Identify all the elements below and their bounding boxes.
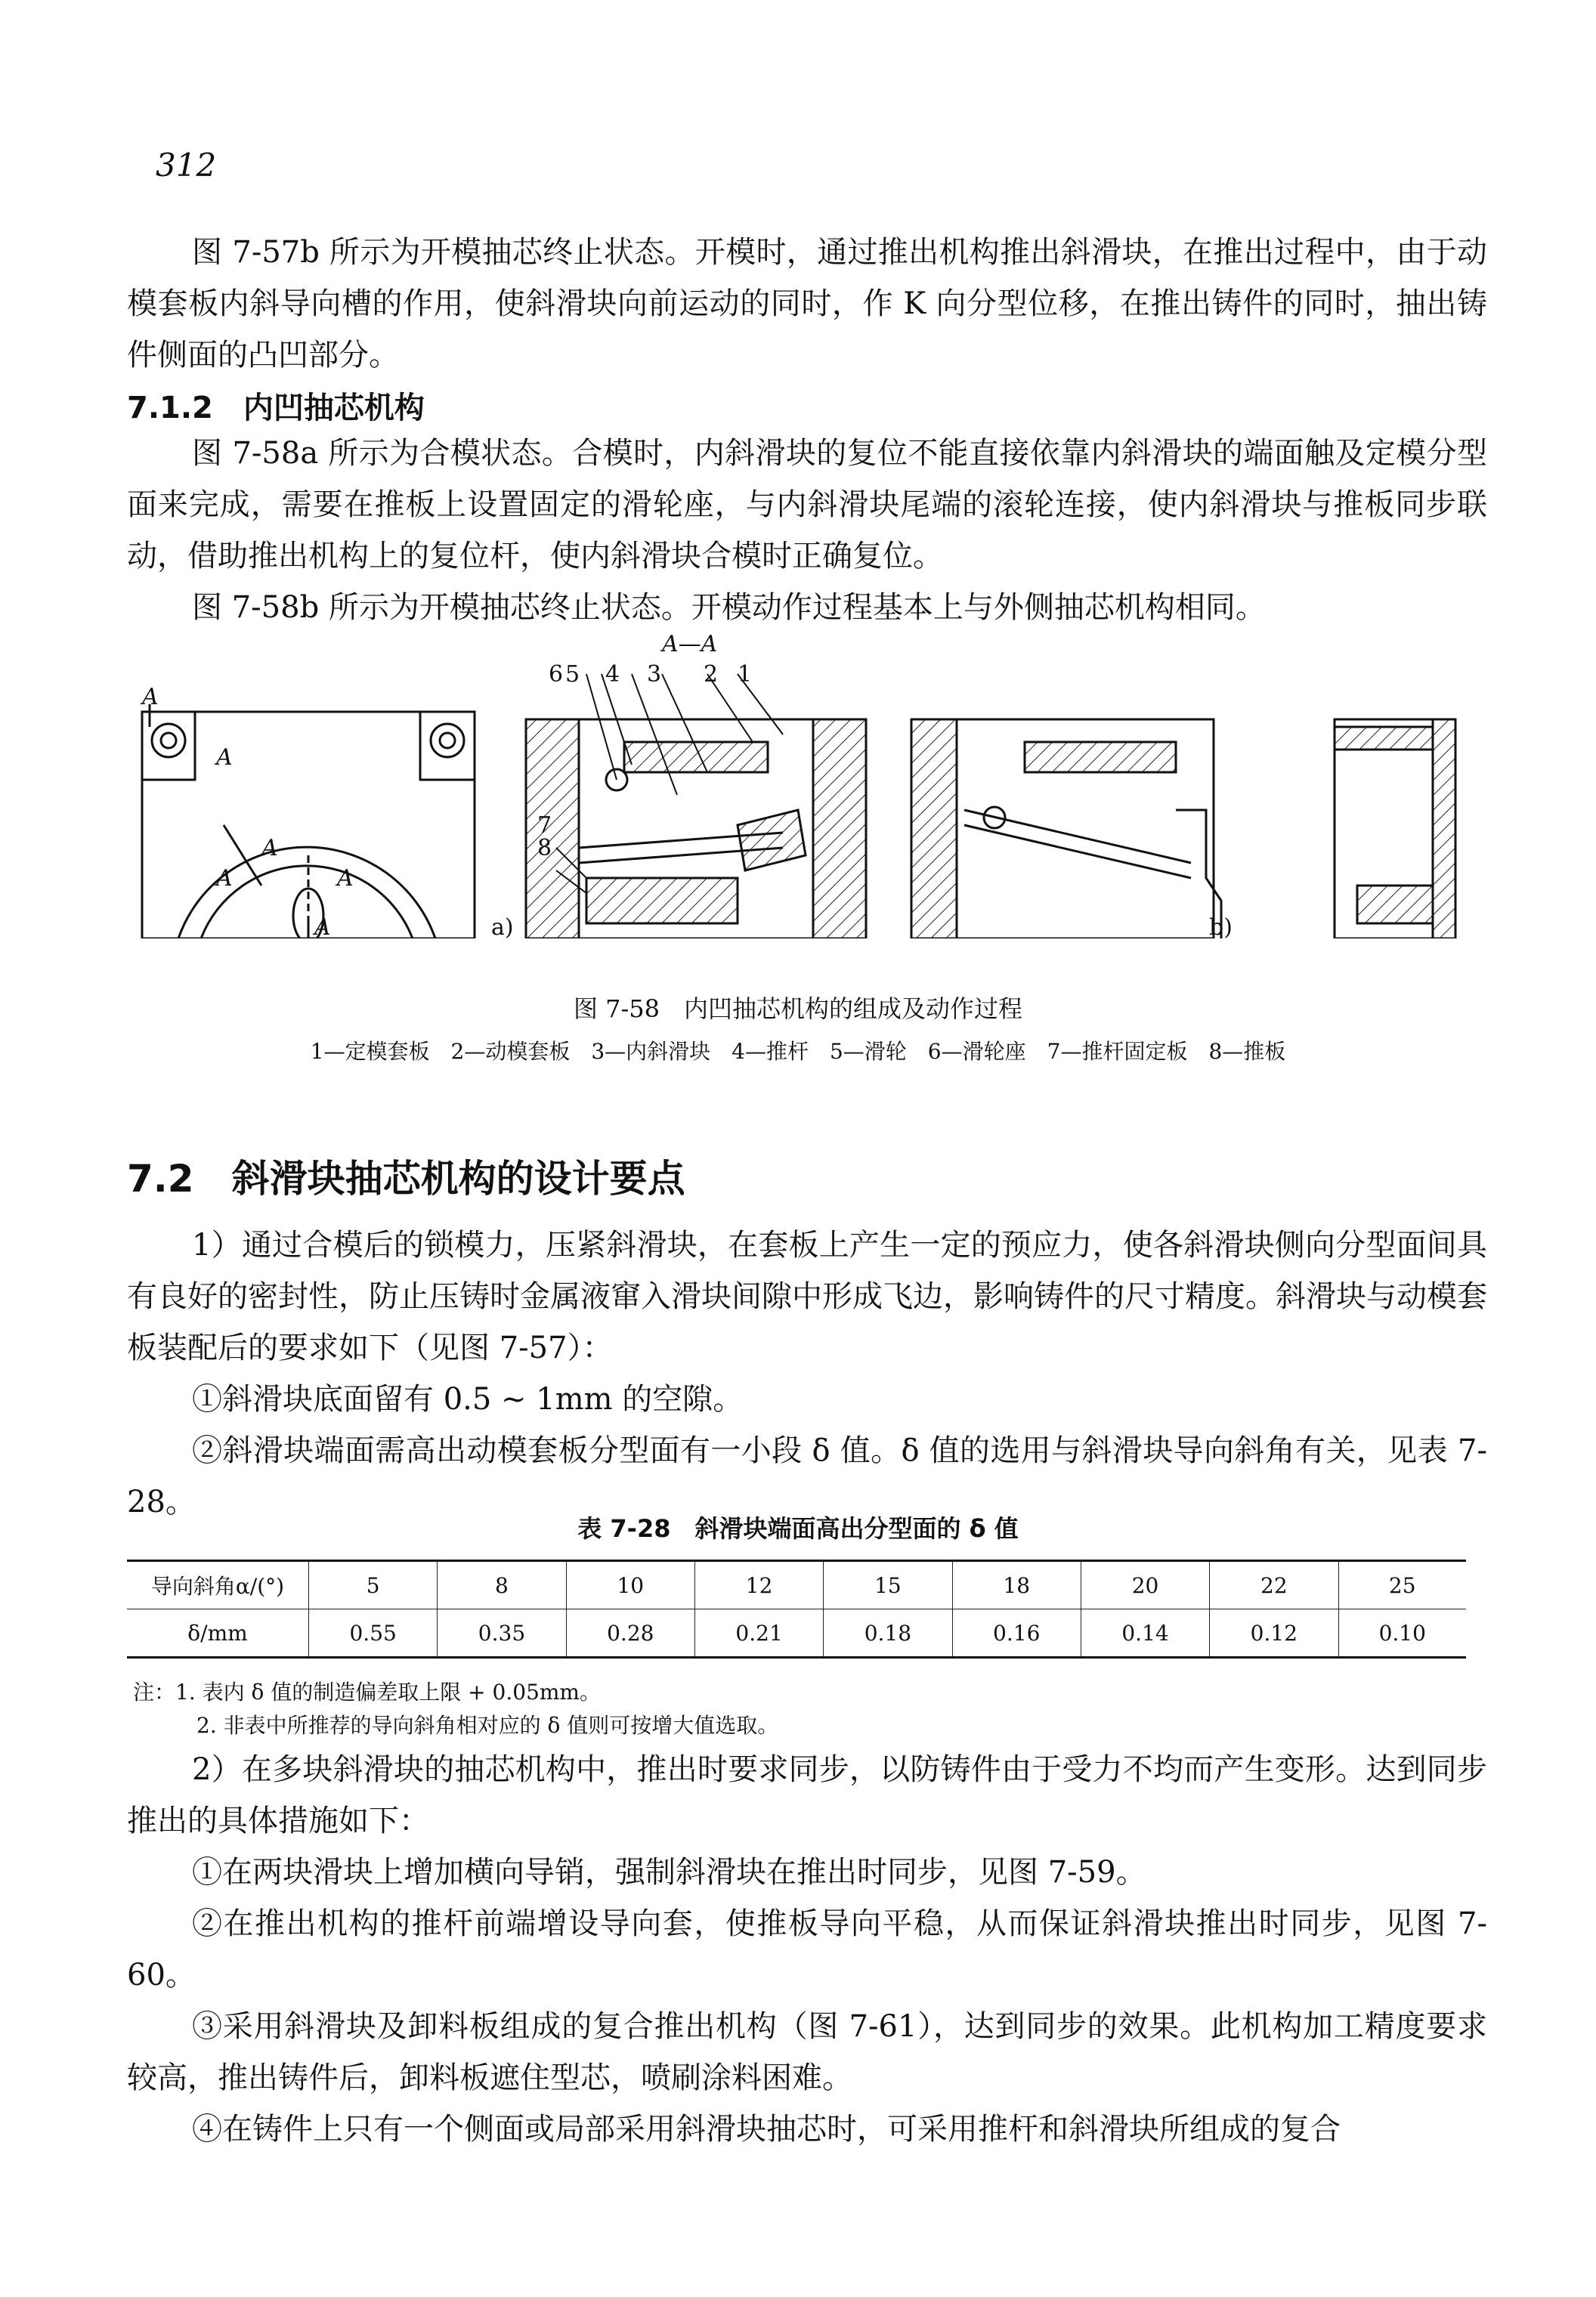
section-heading-7-1-2: 7.1.2 内凹抽芯机构: [127, 391, 425, 425]
part-label-7: 7: [537, 812, 552, 839]
section-mark-a6: A: [314, 914, 331, 938]
mechanism-drawing: [133, 629, 1463, 938]
part-label-3: 3: [647, 661, 662, 688]
table-cell: 15: [824, 1561, 952, 1609]
section-mark-a1: A: [142, 684, 159, 710]
table-cell: 5: [309, 1561, 438, 1609]
table-cell: 22: [1210, 1561, 1338, 1609]
table-cell: 20: [1081, 1561, 1209, 1609]
table-row-label: δ/mm: [127, 1609, 309, 1658]
paragraph-requirement-1: 1）通过合模后的锁模力，压紧斜滑块，在套板上产生一定的预应力，使各斜滑块侧向分型面间具有良好的密封性，防止压铸时金属液窜入滑块间隙中形成飞边，影响铸件的尺寸精度。斜滑块与动模套板装配后的要求如下（见图 7-57）：: [127, 1228, 1487, 1365]
paragraph-guide-pin: ①在两块滑块上增加横向导销，强制斜滑块在推出时同步，见图 7-59。: [192, 1855, 1146, 1890]
table-row-angle: [127, 1561, 1466, 1609]
table-cell: 0.55: [309, 1609, 438, 1658]
figure-subcaption-b: b): [1209, 914, 1233, 941]
table-row-label: 导向斜角α/(°): [127, 1561, 309, 1609]
table-note-1: 注：1. 表内 δ 值的制造偏差取上限 + 0.05mm。: [133, 1680, 601, 1705]
figure-legend: 1—定模套板 2—动模套板 3—内斜滑块 4—推杆 5—滑轮 6—滑轮座 7—推杆固定板 8—推板: [310, 1039, 1286, 1064]
paragraph-single-side: ④在铸件上只有一个侧面或局部采用斜滑块抽芯时，可采用推杆和斜滑块所组成的复合: [192, 2112, 1341, 2147]
table-cell: 25: [1338, 1561, 1466, 1609]
table-cell: 0.14: [1081, 1609, 1209, 1658]
section-mark-a2: A: [216, 744, 233, 771]
paragraph-stripper-plate: ③采用斜滑块及卸料板组成的复合推出机构（图 7-61），达到同步的效果。此机构加工精度要求较高，推出铸件后，卸料板遮住型芯，喷刷涂料困难。: [127, 2009, 1487, 2095]
section-label: A—A: [662, 631, 718, 657]
section-mark-a5: A: [337, 865, 354, 892]
paragraph-guide-sleeve: ②在推出机构的推杆前端增设导向套，使推板导向平稳，从而保证斜滑块推出时同步，见图 7-60。: [127, 1906, 1487, 1992]
table-title: 表 7-28 斜滑块端面高出分型面的 δ 值: [577, 1514, 1019, 1543]
delta-table: [127, 1560, 1466, 1659]
table-cell: 0.28: [566, 1609, 694, 1658]
part-label-2: 2: [704, 661, 719, 688]
table-cell: 0.18: [824, 1609, 952, 1658]
part-label-8: 8: [537, 835, 552, 861]
section-heading-7-2: 7.2 斜滑块抽芯机构的设计要点: [127, 1157, 685, 1201]
figure-7-58: [133, 629, 1463, 938]
part-label-4: 4: [605, 661, 620, 688]
section-view-b: [911, 719, 1455, 938]
paragraph-bottom-gap: ①斜滑块底面留有 0.5 ~ 1mm 的空隙。: [192, 1382, 744, 1417]
paragraph-delta-value: ②斜滑块端面需高出动模套板分型面有一小段 δ 值。δ 值的选用与斜滑块导向斜角有关，见表 7-28。: [127, 1433, 1487, 1519]
part-label-6: 6: [549, 661, 564, 688]
paragraph-7-57b: 图 7-57b 所示为开模抽芯终止状态。开模时，通过推出机构推出斜滑块，在推出过程中，由于动模套板内斜导向槽的作用，使斜滑块向前运动的同时，作 K 向分型位移，在推出铸件的同时，抽出铸件侧面的凸凹部分。: [127, 235, 1487, 373]
table-cell: 8: [438, 1561, 566, 1609]
table-cell: 0.12: [1210, 1609, 1338, 1658]
table-cell: 0.10: [1338, 1609, 1466, 1658]
table-cell: 0.35: [438, 1609, 566, 1658]
figure-caption: 图 7-58 内凹抽芯机构的组成及动作过程: [573, 994, 1023, 1023]
part-label-5: 5: [565, 661, 580, 688]
table-cell: 0.21: [694, 1609, 823, 1658]
paragraph-7-58b: 图 7-58b 所示为开模抽芯终止状态。开模动作过程基本上与外侧抽芯机构相同。: [192, 590, 1266, 625]
table-row-delta: [127, 1609, 1466, 1658]
figure-subcaption-a: a): [491, 914, 514, 941]
table-cell: 10: [566, 1561, 694, 1609]
paragraph-7-58a: 图 7-58a 所示为合模状态。合模时，内斜滑块的复位不能直接依靠内斜滑块的端面触及定模分型面来完成，需要在推板上设置固定的滑轮座，与内斜滑块尾端的滚轮连接，使内斜滑块与推板同步联动，借助推出机构上的复位杆，使内斜滑块合模时正确复位。: [127, 436, 1487, 573]
section-view-a: [526, 674, 866, 938]
part-label-1: 1: [738, 661, 753, 688]
table-note-2: 2. 非表中所推荐的导向斜角相对应的 δ 值则可按增大值选取。: [196, 1713, 779, 1738]
table-cell: 18: [952, 1561, 1081, 1609]
section-mark-a4: A: [216, 865, 233, 892]
table-cell: 12: [694, 1561, 823, 1609]
plan-view: [142, 704, 475, 938]
section-mark-a3: A: [261, 835, 278, 861]
paragraph-requirement-2: 2）在多块斜滑块的抽芯机构中，推出时要求同步，以防铸件由于受力不均而产生变形。达到同步推出的具体措施如下：: [127, 1752, 1487, 1838]
table-cell: 0.16: [952, 1609, 1081, 1658]
page-number: 312: [156, 147, 217, 184]
